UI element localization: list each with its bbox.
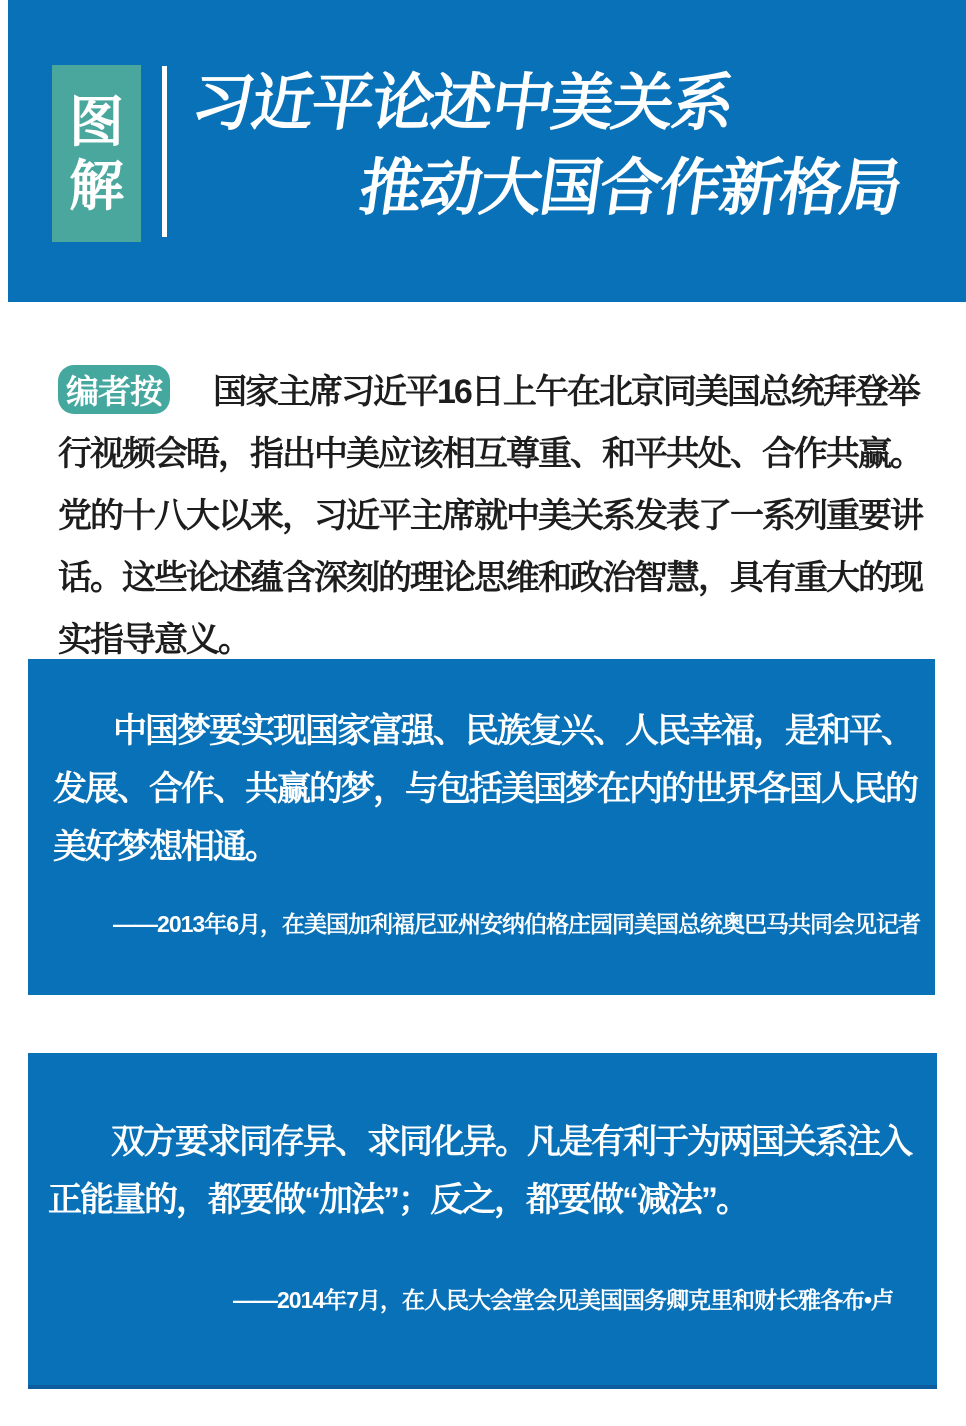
quote-line: 正能量的，都要做“加法”；反之，都要做“减法”。 xyxy=(48,1181,748,1219)
quote-box-2014 xyxy=(28,1053,937,1389)
logo-char-jie: 解 xyxy=(68,154,124,217)
logo-char-tu: 图 xyxy=(68,90,124,153)
editor-note-badge: 编者按 xyxy=(58,365,170,414)
header-banner xyxy=(8,0,966,302)
quote-line: 中国梦要实现国家富强、民族复兴、人民幸福，是和平、 xyxy=(113,712,913,750)
page-title-line2: 推动大国合作新格局 xyxy=(355,154,905,223)
editor-note-line: 行视频会晤，指出中美应该相互尊重、和平共处、合作共赢。 xyxy=(58,435,922,473)
header-vertical-divider xyxy=(162,66,167,237)
tujie-logo-box xyxy=(52,65,141,242)
quote-line: 美好梦想相通。 xyxy=(53,828,277,866)
editor-note-line: 实指导意义。 xyxy=(58,621,250,659)
quote-attribution-2013: ——2013年6月，在美国加利福尼亚州安纳伯格庄园同美国总统奥巴马共同会见记者 xyxy=(113,911,920,937)
quote-attribution-2014: ——2014年7月，在人民大会堂会见美国国务卿克里和财长雅各布•卢 xyxy=(232,1287,893,1313)
quote-line: 双方要求同存异、求同化异。凡是有利于为两国关系注入 xyxy=(111,1123,911,1161)
quote-box-2013 xyxy=(28,659,935,995)
editor-note-line: 国家主席习近平16日上午在北京同美国总统拜登举 xyxy=(213,373,919,411)
page-title-line1: 习近平论述中美关系 xyxy=(187,69,737,138)
quote-line: 发展、合作、共赢的梦，与包括美国梦在内的世界各国人民的 xyxy=(53,770,917,808)
editor-note-paragraph xyxy=(58,366,938,676)
editor-note-line: 话。这些论述蕴含深刻的理论思维和政治智慧，具有重大的现 xyxy=(58,559,922,597)
editor-note-line: 党的十八大以来，习近平主席就中美关系发表了一系列重要讲 xyxy=(58,497,922,535)
